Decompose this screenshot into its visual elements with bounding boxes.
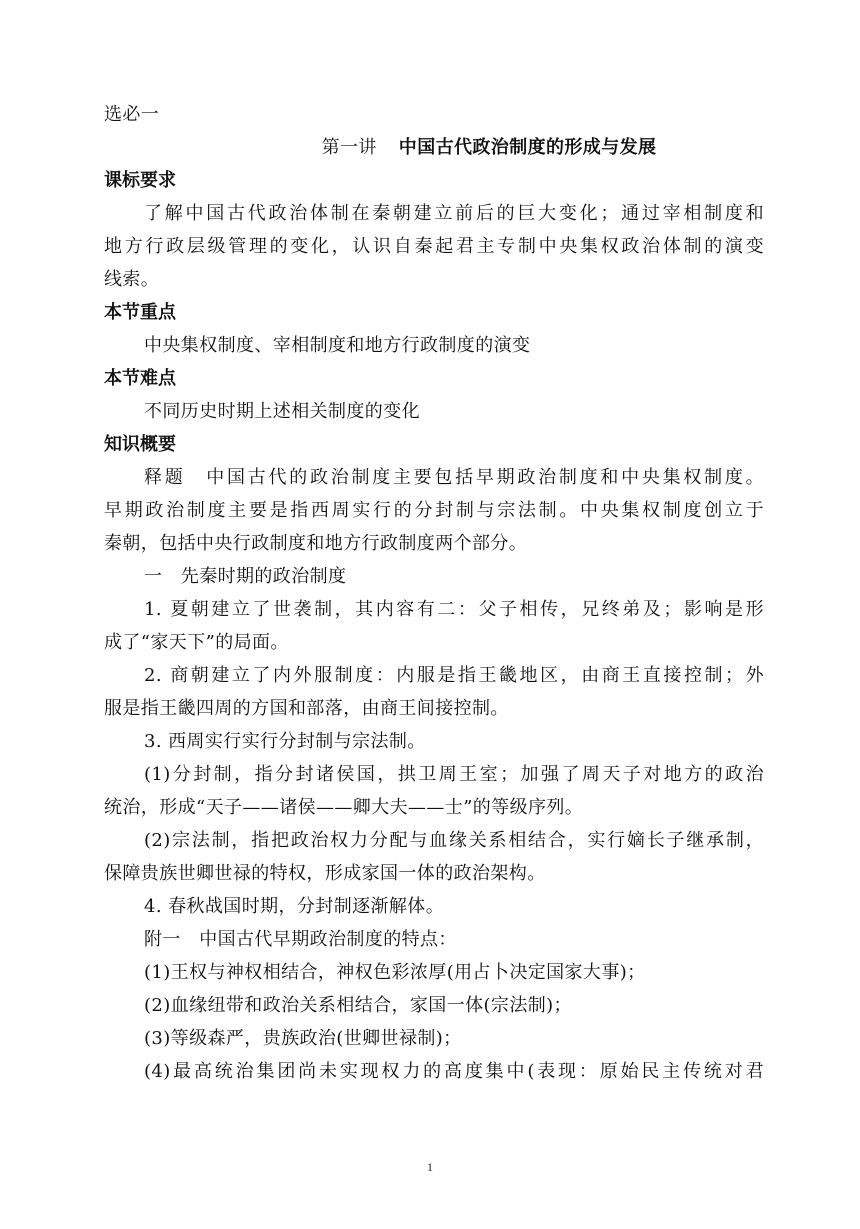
overview-line: (1)分封制，指分封诸侯国，拱卫周王室；加强了周天子对地方的政治 [144, 764, 764, 785]
overview-line: 保障贵族世卿世禄的特权，形成家国一体的政治架构。 [104, 863, 546, 884]
curriculum-line: 了解中国古代政治体制在秦朝建立前后的巨大变化；通过宰相制度和 [144, 203, 764, 224]
section-difficulty: 本节难点 [104, 368, 176, 389]
curriculum-line: 线索。 [104, 269, 160, 290]
overview-line: (3)等级森严，贵族政治(世卿世禄制)； [144, 1028, 462, 1049]
overview-line: 秦朝，包括中央行政制度和地方行政制度两个部分。 [104, 533, 528, 554]
curriculum-line: 地方行政层级管理的变化，认识自秦起君主专制中央集权政治体制的演变 [104, 236, 764, 257]
overview-line: 3. 西周实行实行分封制与宗法制。 [144, 731, 426, 752]
overview-heading: 附一 中国古代早期政治制度的特点： [144, 929, 457, 950]
overview-line: 4. 春秋战国时期，分封制逐渐解体。 [144, 896, 445, 917]
page-number: 1 [427, 1160, 433, 1174]
overview-line: 成了“家天下”的局面。 [104, 632, 289, 653]
overview-line: (1)王权与神权相结合，神权色彩浓厚(用占卜决定国家大事)； [144, 962, 646, 983]
section-focus: 本节重点 [104, 302, 176, 323]
difficulty-text: 不同历史时期上述相关制度的变化 [144, 401, 420, 422]
overview-line: 1. 夏朝建立了世袭制，其内容有二：父子相传，兄终弟及；影响是形 [144, 599, 764, 620]
section-overview: 知识概要 [104, 434, 176, 455]
title-main: 中国古代政治制度的形成与发展 [398, 137, 657, 158]
page-content [104, 98, 764, 1088]
overview-line: (2)血缘纽带和政治关系相结合，家国一体(宗法制)； [144, 995, 572, 1016]
overview-line: (4)最高统治集团尚未实现权力的高度集中(表现：原始民主传统对君 [144, 1061, 764, 1082]
overview-line: 服是指王畿四周的方国和部落，由商王间接控制。 [104, 698, 509, 719]
section-curriculum: 课标要求 [104, 170, 176, 191]
overview-heading: 一 先秦时期的政治制度 [144, 566, 347, 587]
title-lead: 第一讲 [321, 137, 377, 158]
overview-line: 释题 中国古代的政治制度主要包括早期政治制度和中央集权制度。 [144, 467, 764, 488]
overview-line: (2)宗法制，指把政治权力分配与血缘关系相结合，实行嫡长子继承制， [144, 830, 764, 851]
lecture-title [104, 131, 764, 164]
header-label: 选必一 [104, 104, 160, 125]
overview-line: 统治，形成“天子——诸侯——卿大夫——士”的等级序列。 [104, 797, 584, 818]
overview-line: 2. 商朝建立了内外服制度：内服是指王畿地区，由商王直接控制；外 [144, 665, 764, 686]
focus-text: 中央集权制度、宰相制度和地方行政制度的演变 [144, 335, 531, 356]
overview-line: 早期政治制度主要是指西周实行的分封制与宗法制。中央集权制度创立于 [104, 500, 764, 521]
